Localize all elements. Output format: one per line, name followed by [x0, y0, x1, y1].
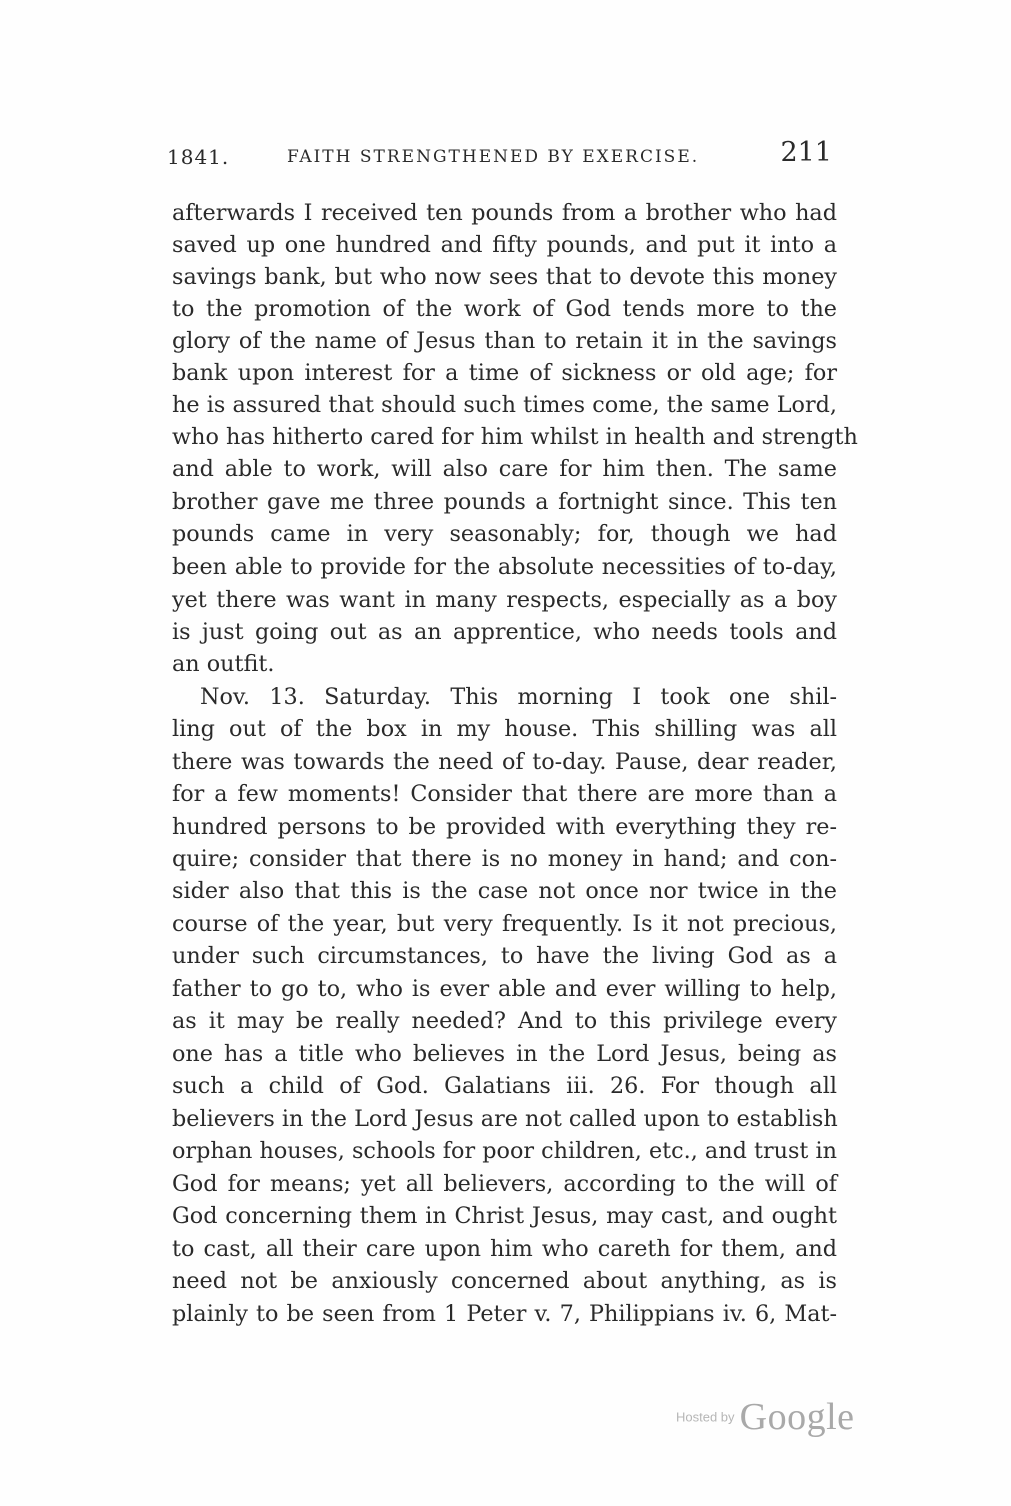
- text-line: been able to provide for the absolute necessities of to-day,: [172, 554, 837, 580]
- text-line: plainly to be seen from 1 Peter v. 7, Philippians iv. 6, Mat-: [172, 1301, 837, 1327]
- text-line: course of the year, but very frequently. Is it not precious,: [172, 911, 837, 937]
- text-line: who has hitherto cared for him whilst in health and strength: [172, 424, 858, 450]
- text-line: he is assured that should such times come, the same Lord,: [172, 392, 837, 418]
- google-logo: Google: [739, 1396, 855, 1438]
- text-line: under such circumstances, to have the living God as a: [172, 943, 837, 969]
- text-line: sider also that this is the case not once nor twice in the: [172, 878, 837, 904]
- text-line: one has a title who believes in the Lord Jesus, being as: [172, 1041, 837, 1067]
- text-line: to cast, all their care upon him who careth for them, and: [172, 1236, 837, 1262]
- text-line: saved up one hundred and fifty pounds, and put it into a: [172, 232, 837, 258]
- running-header: [167, 137, 832, 177]
- page-number: 211: [780, 137, 832, 168]
- text-line: to the promotion of the work of God tends more to the: [172, 296, 837, 322]
- text-line: such a child of God. Galatians iii. 26. For though all: [172, 1073, 837, 1099]
- text-line: quire; consider that there is no money in hand; and con-: [172, 846, 837, 872]
- text-line: father to go to, who is ever able and ever willing to help,: [172, 976, 837, 1002]
- text-line: ling out of the box in my house. This shilling was all: [172, 716, 837, 742]
- text-line: orphan houses, schools for poor children, etc., and trust in: [172, 1138, 837, 1164]
- text-line: is just going out as an apprentice, who needs tools and: [172, 619, 837, 645]
- header-title: FAITH STRENGTHENED BY EXERCISE.: [287, 147, 700, 167]
- text-line: there was towards the need of to-day. Pause, dear reader,: [172, 749, 837, 775]
- text-line: brother gave me three pounds a fortnight since. This ten: [172, 489, 837, 515]
- text-line: savings bank, but who now sees that to devote this money: [172, 264, 837, 290]
- google-watermark: [676, 1395, 855, 1439]
- text-line: need not be anxiously concerned about anything, as is: [172, 1268, 837, 1294]
- text-line: pounds came in very seasonably; for, though we had: [172, 521, 837, 547]
- text-line: hundred persons to be provided with everything they re-: [172, 814, 837, 840]
- text-line: as it may be really needed? And to this privilege every: [172, 1008, 837, 1034]
- watermark-hosted-by: Hosted by: [676, 1409, 735, 1425]
- text-line: believers in the Lord Jesus are not called upon to establish: [172, 1106, 838, 1132]
- text-line: bank upon interest for a time of sickness or old age; for: [172, 360, 837, 386]
- text-line: Nov. 13. Saturday. This morning I took one shil-: [200, 684, 837, 710]
- text-line: an outfit.: [172, 651, 275, 677]
- header-year: 1841.: [167, 145, 230, 169]
- text-line: God for means; yet all believers, according to the will of: [172, 1171, 837, 1197]
- text-line: glory of the name of Jesus than to retain it in the savings: [172, 328, 837, 354]
- text-line: yet there was want in many respects, especially as a boy: [172, 587, 837, 613]
- text-line: God concerning them in Christ Jesus, may cast, and ought: [172, 1203, 837, 1229]
- text-line: and able to work, will also care for him then. The same: [172, 456, 837, 482]
- text-line: afterwards I received ten pounds from a brother who had: [172, 200, 837, 226]
- text-line: for a few moments! Consider that there are more than a: [172, 781, 837, 807]
